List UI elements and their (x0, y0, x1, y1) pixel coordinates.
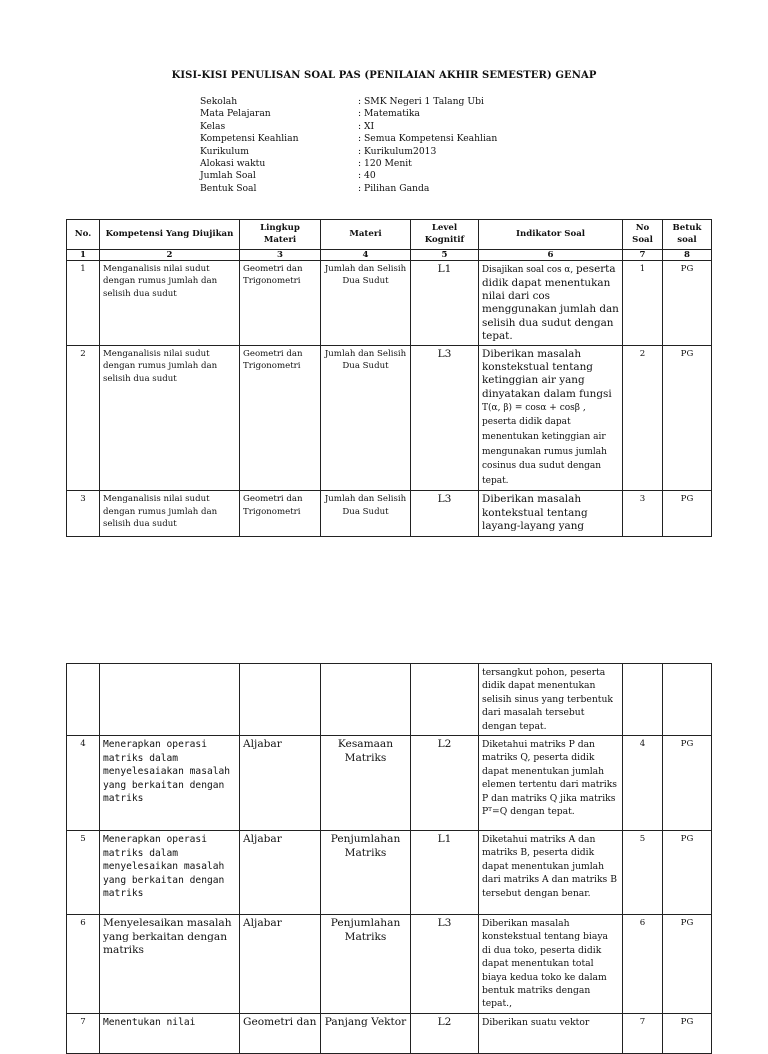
info-row (200, 96, 497, 108)
cell-no: 1 (67, 260, 100, 345)
cell-no-soal: 7 (623, 1013, 663, 1053)
cell-materi: Kesamaan Matriks (321, 736, 411, 831)
info-value: : Semua Kompetensi Keahlian (358, 133, 498, 145)
header-no: No. (67, 220, 100, 250)
cell-level: L1 (411, 831, 479, 915)
cell-no-soal (623, 664, 663, 736)
cell-no (67, 664, 100, 736)
cell-lingkup: Geometri dan Trigonometri (240, 491, 321, 537)
cell-materi: Penjumlahan Matriks (321, 831, 411, 915)
cell-bentuk: PG (663, 736, 712, 831)
info-label: Alokasi waktu (200, 158, 266, 170)
kisi-table-page-1 (66, 219, 712, 537)
info-block (200, 96, 497, 195)
header-no-soal: No Soal (623, 220, 663, 250)
info-row (200, 146, 497, 158)
cell-bentuk: PG (663, 260, 712, 345)
cell-kompetensi: Menganalisis nilai sudut dengan rumus jumlah dan selisih dua sudut (100, 346, 240, 491)
cell-indikator: Diketahui matriks A dan matriks B, peserta didik dapat menentukan jumlah dari matriks A dan matriks B tersebut dengan benar. (479, 831, 623, 915)
cell-materi: Jumlah dan Selisih Dua Sudut (321, 346, 411, 491)
cell-no: 3 (67, 491, 100, 537)
info-value: : 120 Menit (358, 158, 412, 170)
cell-lingkup: Geometri dan Trigonometri (240, 260, 321, 345)
header-row (67, 220, 712, 250)
column-number: 6 (479, 249, 623, 260)
cell-no-soal: 6 (623, 915, 663, 1014)
table-row (67, 736, 712, 831)
cell-bentuk: PG (663, 1013, 712, 1053)
cell-level: L2 (411, 736, 479, 831)
column-number: 7 (623, 249, 663, 260)
info-value: : 40 (358, 170, 376, 182)
table-row (67, 260, 712, 345)
info-row (200, 158, 497, 170)
header-bentuk: Betuk soal (663, 220, 712, 250)
info-label: Bentuk Soal (200, 182, 257, 194)
cell-lingkup (240, 664, 321, 736)
cell-indikator (479, 260, 623, 345)
info-row (200, 108, 497, 120)
cell-kompetensi: Menerapkan operasi matriks dalam menyelesaikan masalah yang berkaitan dengan matriks (100, 831, 240, 915)
indikator-part: peserta didik dapat menentukan nilai dari cos menggunakan jumlah dan selisih dua sudut dengan tepat. (482, 262, 619, 342)
header-level: Level Kognitif (411, 220, 479, 250)
cell-lingkup: Aljabar (240, 736, 321, 831)
cell-kompetensi: Menganalisis nilai sudut dengan rumus jumlah dan selisih dua sudut (100, 260, 240, 345)
cell-no: 6 (67, 915, 100, 1014)
cell-lingkup: Geometri dan Trigonometri (240, 346, 321, 491)
cell-kompetensi: Menganalisis nilai sudut dengan rumus jumlah dan selisih dua sudut (100, 491, 240, 537)
column-number: 3 (240, 249, 321, 260)
info-label: Kelas (200, 120, 226, 132)
info-value: : Matematika (358, 108, 420, 120)
column-number: 8 (663, 249, 712, 260)
table-row (67, 664, 712, 736)
cell-bentuk: PG (663, 831, 712, 915)
cell-kompetensi: Menentukan nilai (100, 1013, 240, 1053)
cell-no-soal: 3 (623, 491, 663, 537)
cell-kompetensi (100, 664, 240, 736)
cell-indikator: Diberikan masalah konstekstual tentang biaya di dua toko, peserta didik dapat menentukan total biaya kedua toko ke dalam bentuk matriks dengan tepat., (479, 915, 623, 1014)
cell-no-soal: 1 (623, 260, 663, 345)
header-indikator: Indikator Soal (479, 220, 623, 250)
info-row (200, 183, 497, 195)
header-lingkup: Lingkup Materi (240, 220, 321, 250)
cell-level: L3 (411, 491, 479, 537)
cell-level (411, 664, 479, 736)
cell-lingkup: Aljabar (240, 915, 321, 1014)
cell-lingkup: Geometri dan (240, 1013, 321, 1053)
document-title: KISI-KISI PENULISAN SOAL PAS (PENILAIAN AKHIR SEMESTER) GENAP (171, 70, 597, 81)
info-label: Mata Pelajaran (200, 108, 271, 120)
column-number: 5 (411, 249, 479, 260)
info-value: : Pilihan Ganda (358, 182, 430, 194)
table-row (67, 831, 712, 915)
info-row (200, 170, 497, 182)
cell-no-soal: 2 (623, 346, 663, 491)
cell-level: L3 (411, 915, 479, 1014)
cell-bentuk: PG (663, 346, 712, 491)
cell-bentuk: PG (663, 491, 712, 537)
info-row (200, 121, 497, 133)
cell-materi: Jumlah dan Selisih Dua Sudut (321, 260, 411, 345)
column-number-row (67, 249, 712, 260)
cell-materi (321, 664, 411, 736)
kisi-table-page-2 (66, 663, 712, 1054)
cell-materi: Jumlah dan Selisih Dua Sudut (321, 491, 411, 537)
cell-bentuk (663, 664, 712, 736)
table-row (67, 491, 712, 537)
info-label: Sekolah (200, 96, 238, 107)
info-label: Kompetensi Keahlian (200, 133, 299, 145)
indikator-part: Disajikan soal cos α, (482, 264, 576, 275)
cell-level: L1 (411, 260, 479, 345)
info-label: Jumlah Soal (200, 170, 256, 182)
cell-bentuk: PG (663, 915, 712, 1014)
column-number: 4 (321, 249, 411, 260)
cell-materi: Penjumlahan Matriks (321, 915, 411, 1014)
column-number: 2 (100, 249, 240, 260)
cell-no-soal: 5 (623, 831, 663, 915)
cell-indikator: Diberikan masalah kontekstual tentang layang-layang yang (479, 491, 623, 537)
cell-no: 7 (67, 1013, 100, 1053)
info-value: : XI (358, 120, 375, 132)
cell-kompetensi: Menerapkan operasi matriks dalam menyelesaiakan masalah yang berkaitan dengan matriks (100, 736, 240, 831)
column-number: 1 (67, 249, 100, 260)
cell-no: 5 (67, 831, 100, 915)
header-kompetensi: Kompetensi Yang Diujikan (100, 220, 240, 250)
cell-lingkup: Aljabar (240, 831, 321, 915)
info-row (200, 133, 497, 145)
info-value: : SMK Negeri 1 Talang Ubi (358, 96, 484, 107)
cell-materi: Panjang Vektor (321, 1013, 411, 1053)
info-label: Kurikulum (200, 145, 249, 157)
table-row (67, 346, 712, 491)
cell-level: L2 (411, 1013, 479, 1053)
cell-indikator: Diberikan suatu vektor (479, 1013, 623, 1053)
indikator-part: T(α, β) = cosα + cosβ , peserta didik dapat menentukan ketinggian air mengunakan rumus jumlah cosinus dua sudut dengan tepat. (482, 402, 607, 486)
cell-no: 4 (67, 736, 100, 831)
cell-level: L3 (411, 346, 479, 491)
indikator-part: Diberikan masalah konstekstual tentang ketinggian air yang dinyatakan dalam fungsi (482, 348, 612, 400)
cell-no-soal: 4 (623, 736, 663, 831)
table-row (67, 1013, 712, 1053)
cell-indikator: tersangkut pohon, peserta didik dapat menentukan selisih sinus yang terbentuk dari masalah tersebut dengan tepat. (479, 664, 623, 736)
header-materi: Materi (321, 220, 411, 250)
cell-kompetensi: Menyelesaikan masalah yang berkaitan dengan matriks (100, 915, 240, 1014)
cell-no: 2 (67, 346, 100, 491)
cell-indikator: Diketahui matriks P dan matriks Q, peserta didik dapat menentukan jumlah elemen tertentu dari matriks P dan matriks Q jika matriks Pᵀ=Q dengan tepat. (479, 736, 623, 831)
info-value: : Kurikulum2013 (358, 145, 437, 157)
cell-indikator (479, 346, 623, 491)
table-row (67, 915, 712, 1014)
